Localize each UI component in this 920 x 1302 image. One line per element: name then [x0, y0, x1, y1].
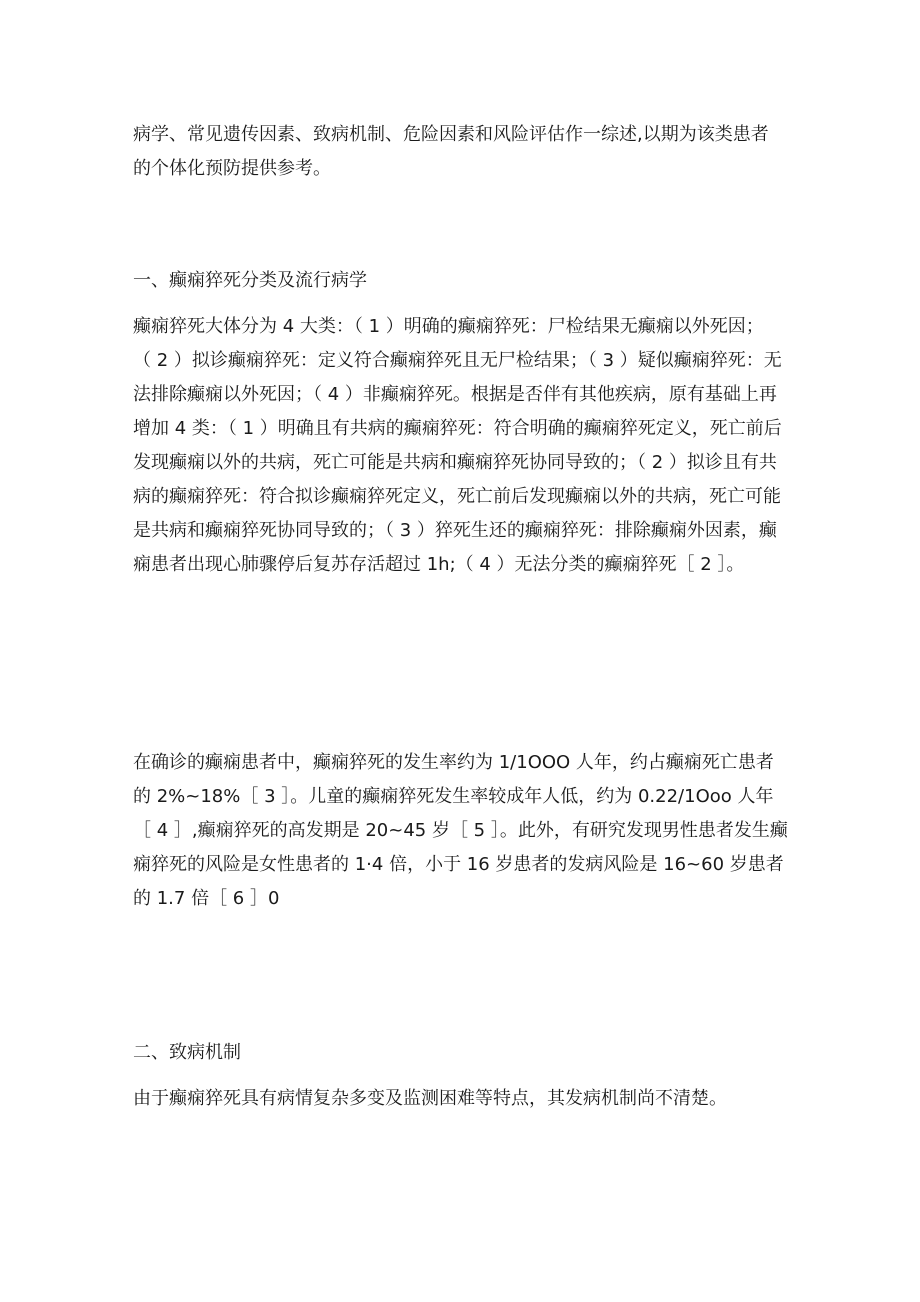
text-line: 的 2%~18%［ 3 ］。儿童的癫痫猝死发生率较成年人低，约为 0.22/1Ooo 人年 [133, 786, 774, 807]
text-line: （ 2 ）拟诊癫痫猝死：定义符合癫痫猝死且无尸检结果；（ 3 ）疑似癫痫猝死：无 [133, 350, 782, 371]
text-line: 发现癫痫以外的共病，死亡可能是共病和癫痫猝死协同导致的；（ 2 ）拟诊且有共 [133, 452, 777, 473]
text-line: 癫痫猝死大体分为 4 大类：（ 1 ）明确的癫痫猝死：尸检结果无癫痫以外死因； [133, 316, 764, 337]
classification-paragraph [133, 310, 803, 582]
epidemiology-paragraph [133, 746, 803, 916]
text-line: 法排除癫痫以外死因；（ 4 ）非癫痫猝死。根据是否伴有其他疾病，原有基础上再 [133, 384, 777, 405]
text-line: 的个体化预防提供参考。 [133, 158, 331, 179]
text-line: 增加 4 类：（ 1 ）明确且有共病的癫痫猝死：符合明确的癫痫猝死定义，死亡前后 [133, 418, 782, 439]
section-heading-classification: 一、癫痫猝死分类及流行病学 [133, 270, 367, 291]
intro-paragraph [133, 118, 803, 186]
section-heading-mechanism: 二、致病机制 [133, 1042, 241, 1063]
text-line: 病的癫痫猝死：符合拟诊癫痫猝死定义，死亡前后发现癫痫以外的共病，死亡可能 [133, 486, 781, 507]
text-line: 病学、常见遗传因素、致病机制、危险因素和风险评估作一综述,以期为该类患者 [133, 124, 769, 145]
text-line: 在确诊的癫痫患者中，癫痫猝死的发生率约为 1/1OOO 人年，约占癫痫死亡患者 [133, 752, 774, 773]
text-line: 痫患者出现心肺骤停后复苏存活超过 1h;（ 4 ）无法分类的癫痫猝死［ 2 ］。 [133, 554, 745, 575]
text-line: 痫猝死的风险是女性患者的 1·4 倍，小于 16 岁患者的发病风险是 16~60 岁患者 [133, 854, 784, 875]
text-line: ［ 4 ］,癫痫猝死的高发期是 20~45 岁［ 5 ］。此外，有研究发现男性患者发生癫 [133, 820, 788, 841]
text-line: 是共病和癫痫猝死协同导致的；（ 3 ）猝死生还的癫痫猝死：排除癫痫外因素，癫 [133, 520, 777, 541]
mechanism-paragraph [133, 1082, 803, 1116]
text-line: 的 1.7 倍［ 6 ］0 [133, 888, 280, 909]
text-line: 由于癫痫猝死具有病情复杂多变及监测困难等特点，其发病机制尚不清楚。 [133, 1088, 727, 1109]
